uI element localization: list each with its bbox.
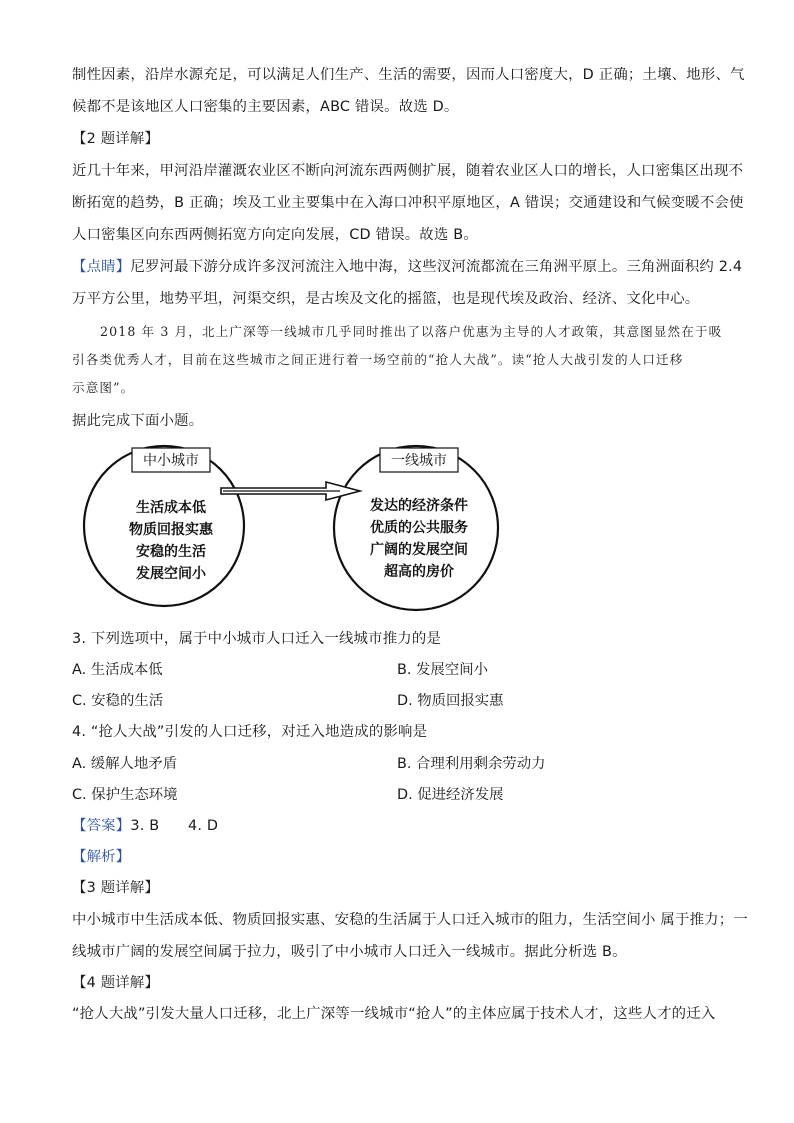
- para2-line1: 近几十年来，甲河沿岸灌溉农业区不断向河流东西两侧扩展，随着农业区人口的增长，人口密集区出现不: [72, 163, 744, 179]
- first-tier-item-4: 超高的房价: [384, 564, 454, 580]
- para2-line3: 人口密集区向东西两侧拓宽方向定向发展，CD 错误。故选 B。: [72, 227, 478, 243]
- highlight-line2: 万平方公里，地势平坦，河渠交织，是古埃及文化的摇篮，也是现代埃及政治、经济、文化中心。: [72, 291, 700, 307]
- q3-detail-heading: 【3 题详解】: [72, 880, 160, 896]
- para1-line1: 制性因素，沿岸水源充足，可以满足人们生产、生活的需要，因而人口密度大，D 正确；土壤、地形、气: [72, 67, 745, 83]
- first-tier-item-3: 广阔的发展空间: [370, 542, 468, 558]
- para1-line2: 候都不是该地区人口密集的主要因素，ABC 错误。故选 D。: [72, 99, 459, 115]
- small-city-item-4: 发展空间小: [136, 566, 206, 582]
- q3-option-d: D. 物质回报实惠: [397, 693, 504, 709]
- q4-option-b: B. 合理利用剩余劳动力: [397, 756, 546, 772]
- prompt-text: 据此完成下面小题。: [72, 413, 204, 429]
- highlight-tag: 【点睛】: [72, 259, 131, 275]
- highlight-line1: [72, 257, 742, 277]
- analysis-heading: 【解析】: [72, 849, 131, 865]
- q4-option-d: D. 促进经济发展: [397, 787, 504, 803]
- q4-option-a: A. 缓解人地矛盾: [72, 756, 178, 772]
- q4-detail-heading: 【4 题详解】: [72, 975, 160, 991]
- para3-line1: 中小城市中生活成本低、物质回报实惠、安稳的生活属于人口迁入城市的阻力，生活空间小 属于推力；一: [72, 912, 748, 928]
- answer-line: [72, 816, 218, 836]
- intro-line2: 引各类优秀人才，目前在这些城市之间正进行着一场空前的“抢人大战”。读“抢人大战引发的人口迁移: [72, 352, 684, 367]
- q3-stem: 3. 下列选项中，属于中小城市人口迁入一线城市推力的是: [72, 631, 442, 647]
- highlight-text1: 尼罗河最下游分成许多汊河流注入地中海，这些汊河流都流在三角洲平原上。三角洲面积约 2.4: [130, 259, 743, 275]
- first-tier-title: 一线城市: [391, 453, 447, 469]
- q3-option-b: B. 发展空间小: [397, 662, 488, 678]
- intro-line3: 示意图”。: [72, 380, 135, 395]
- answer-text: 3. B 4. D: [130, 818, 219, 834]
- small-city-item-2: 物质回报实惠: [129, 522, 213, 538]
- q3-option-c: C. 安稳的生活: [72, 693, 164, 709]
- small-city-item-1: 生活成本低: [136, 500, 206, 516]
- small-city-item-3: 安稳的生活: [136, 544, 206, 560]
- q3-option-a: A. 生活成本低: [72, 662, 163, 678]
- para3-line2: 线城市广阔的发展空间属于拉力，吸引了中小城市人口迁入一线城市。据此分析选 B。: [72, 944, 627, 960]
- first-tier-item-2: 优质的公共服务: [370, 520, 468, 536]
- para2-line2: 断拓宽的趋势，B 正确；埃及工业主要集中在入海口冲积平原地区，A 错误；交通建设和气候变暖不会使: [72, 195, 744, 211]
- migration-diagram: [80, 444, 520, 614]
- small-city-title: 中小城市: [143, 453, 199, 469]
- answer-tag: 【答案】: [72, 818, 131, 834]
- para4-line1: “抢人大战”引发大量人口迁移，北上广深等一线城市“抢人”的主体应属于技术人才，这些人才的迁入: [72, 1006, 716, 1022]
- intro-line1: 2018 年 3 月，北上广深等一线城市几乎同时推出了以落户优惠为主导的人才政策，其意图显然在于吸: [100, 324, 723, 339]
- migration-arrow: [221, 482, 360, 500]
- q2-detail-heading: 【2 题详解】: [72, 131, 160, 147]
- q4-stem: 4. “抢人大战”引发的人口迁移，对迁入地造成的影响是: [72, 724, 428, 740]
- first-tier-item-1: 发达的经济条件: [370, 498, 468, 514]
- q4-option-c: C. 保护生态环境: [72, 787, 178, 803]
